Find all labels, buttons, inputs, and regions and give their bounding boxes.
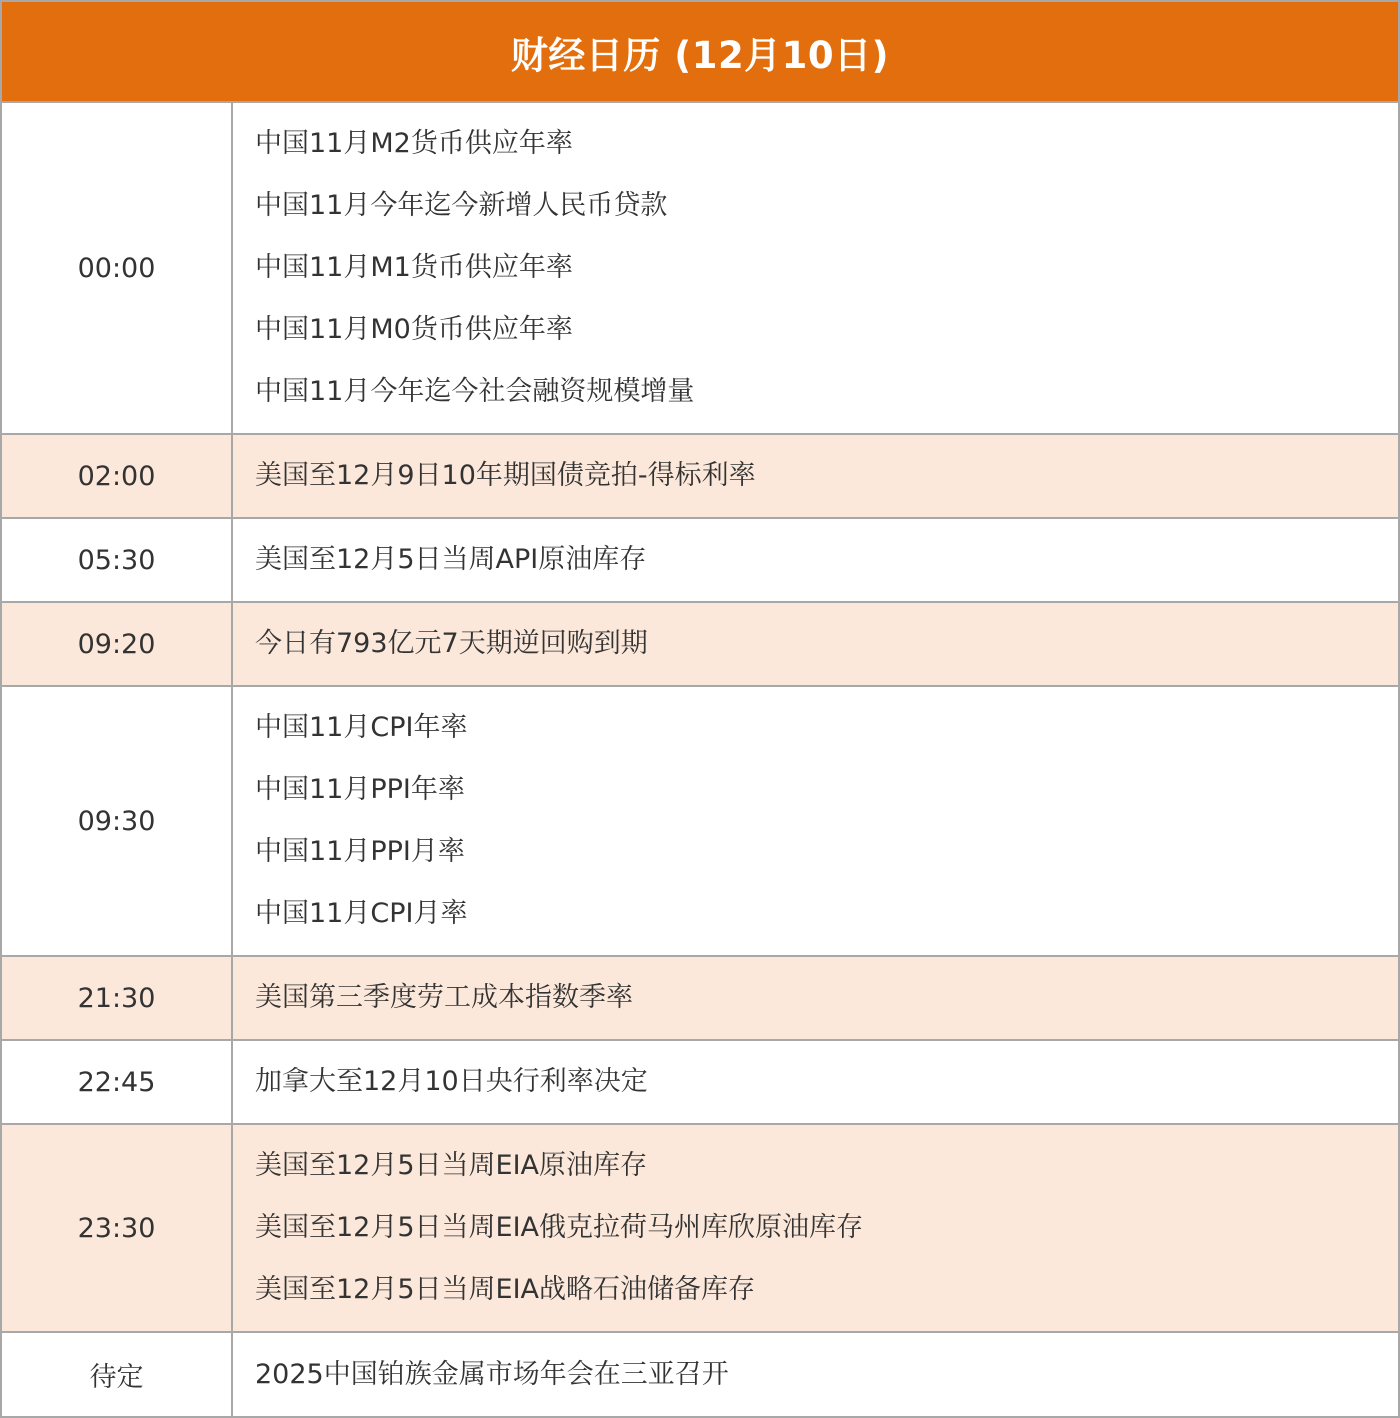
- time-cell: 22:45: [2, 1041, 233, 1123]
- calendar-row: [2, 103, 1398, 435]
- events-cell: [233, 435, 1398, 517]
- time-cell: 09:20: [2, 603, 233, 685]
- time-cell: 09:30: [2, 687, 233, 955]
- calendar-row: [2, 603, 1398, 687]
- time-cell: 02:00: [2, 435, 233, 517]
- event-item: 中国11月PPI年率: [255, 774, 465, 805]
- time-cell: 21:30: [2, 957, 233, 1039]
- events-cell: [233, 103, 1398, 433]
- event-item: 中国11月M1货币供应年率: [255, 252, 573, 283]
- events-cell: [233, 1125, 1398, 1331]
- events-cell: [233, 1333, 1398, 1416]
- time-cell: 05:30: [2, 519, 233, 601]
- event-item: 加拿大至12月10日央行利率决定: [255, 1066, 648, 1097]
- event-item: 中国11月今年迄今社会融资规模增量: [255, 376, 695, 407]
- event-item: 今日有793亿元7天期逆回购到期: [255, 628, 648, 659]
- event-item: 中国11月CPI年率: [255, 712, 468, 743]
- event-item: 中国11月M0货币供应年率: [255, 314, 573, 345]
- calendar-title: 财经日历 (12月10日): [510, 33, 890, 77]
- events-cell: [233, 687, 1398, 955]
- event-item: 美国至12月5日当周EIA俄克拉荷马州库欣原油库存: [255, 1212, 864, 1243]
- events-cell: [233, 1041, 1398, 1123]
- event-item: 中国11月今年迄今新增人民币贷款: [255, 190, 668, 221]
- event-item: 中国11月M2货币供应年率: [255, 128, 573, 159]
- calendar-row: [2, 519, 1398, 603]
- calendar-rows: [2, 103, 1398, 1416]
- events-cell: [233, 519, 1398, 601]
- event-item: 美国至12月5日当周API原油库存: [255, 544, 647, 575]
- event-item: 美国至12月5日当周EIA原油库存: [255, 1150, 648, 1181]
- time-cell: 待定: [2, 1333, 233, 1416]
- time-cell: 23:30: [2, 1125, 233, 1331]
- event-item: 2025中国铂族金属市场年会在三亚召开: [255, 1358, 729, 1390]
- event-item: 美国至12月9日10年期国债竞拍-得标利率: [255, 460, 756, 491]
- calendar-row: [2, 687, 1398, 957]
- events-cell: [233, 603, 1398, 685]
- event-item: 美国第三季度劳工成本指数季率: [255, 982, 633, 1013]
- calendar-row: [2, 957, 1398, 1041]
- events-cell: [233, 957, 1398, 1039]
- calendar-row: [2, 1125, 1398, 1333]
- calendar-row: [2, 1041, 1398, 1125]
- calendar-row: [2, 435, 1398, 519]
- calendar-header: [2, 2, 1398, 103]
- event-item: 美国至12月5日当周EIA战略石油储备库存: [255, 1274, 756, 1305]
- event-item: 中国11月PPI月率: [255, 836, 465, 867]
- time-cell: 00:00: [2, 103, 233, 433]
- event-item: 中国11月CPI月率: [255, 898, 468, 929]
- calendar-row: [2, 1333, 1398, 1416]
